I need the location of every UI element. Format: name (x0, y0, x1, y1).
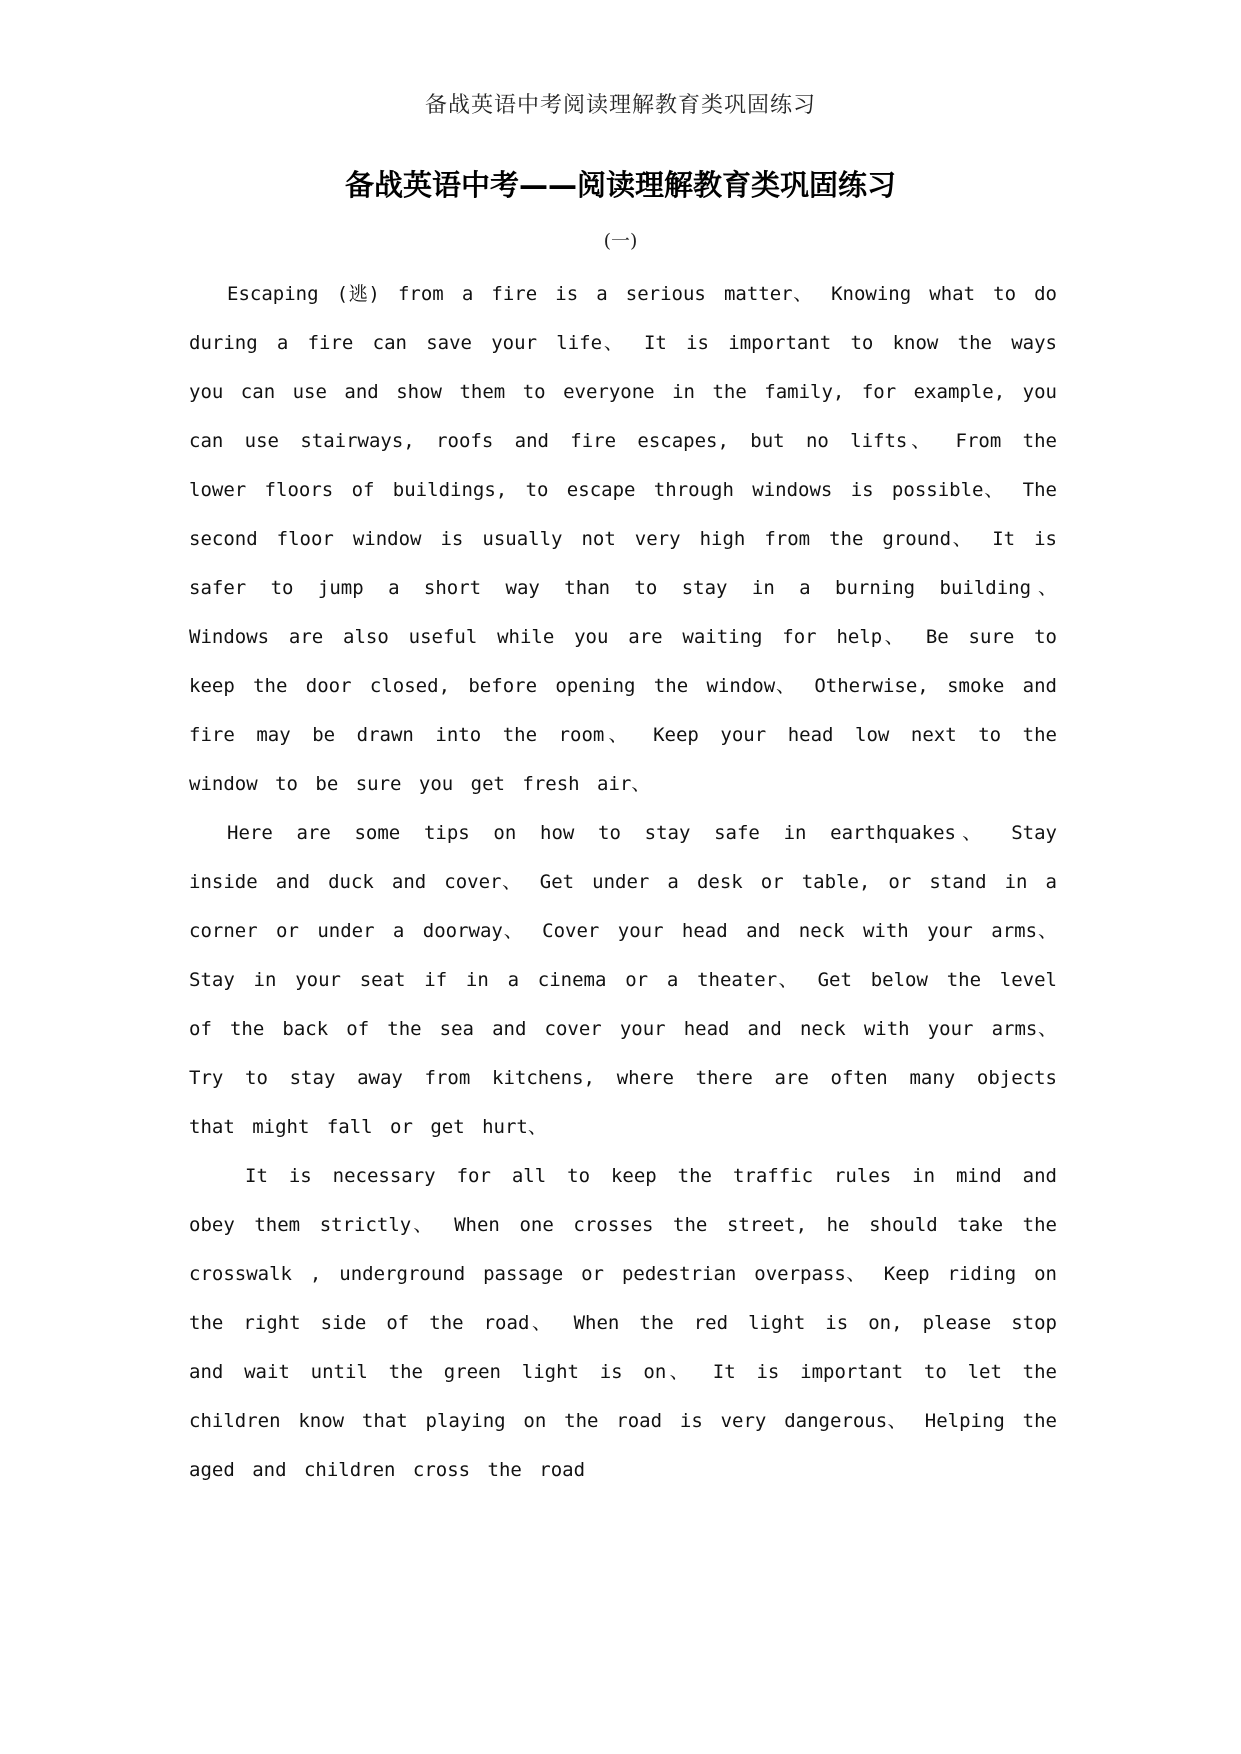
reading-passage (189, 270, 1057, 1495)
running-header: 备战英语中考阅读理解教育类巩固练习 (424, 93, 816, 118)
paragraph-earthquake-safety: Here are some tips on how to stay safe in earthquakes、 Stay inside and duck and cover、 Get under a desk or table, or stand in a corner or under a doorway、 Cover your head and neck with your arms、 Stay in your seat if in a cinema or a theater、 Get below the level of the back of the sea and cover your head and neck with your arms、 Try to stay away from kitchens, where there are often many objects that might fall or get hurt、 (189, 822, 1057, 1138)
page-title: 备战英语中考——阅读理解教育类巩固练习 (344, 168, 896, 202)
paragraph-fire-escape: Escaping (逃) from a fire is a serious matter、 Knowing what to do during a fire can save your life、 It is important to know the ways you can use and show them to everyone in the family, for example, you can use stairways, roofs and fire escapes, but no lifts、 From the lower floors of buildings, to escape through windows is possible、 The second floor window is usually not very high from the ground、 It is safer to jump a short way than to stay in a burning building、 Windows are also useful while you are waiting for help、 Be sure to keep the door closed, before opening the window、 Otherwise, smoke and fire may be drawn into the room、 Keep your head low next to the window to be sure you get fresh air、 (189, 283, 1057, 795)
paragraph-traffic-rules: It is necessary for all to keep the traffic rules in mind and obey them strictly、 When one crosses the street, he should take the crosswalk , underground passage or pedestrian overpass、 Keep riding on the right side of the road、 When the red light is on, please stop and wait until the green light is on、 It is important to let the children know that playing on the road is very dangerous、 Helping the aged and children cross the road (189, 1165, 1057, 1481)
section-number: (一) (603, 230, 638, 252)
